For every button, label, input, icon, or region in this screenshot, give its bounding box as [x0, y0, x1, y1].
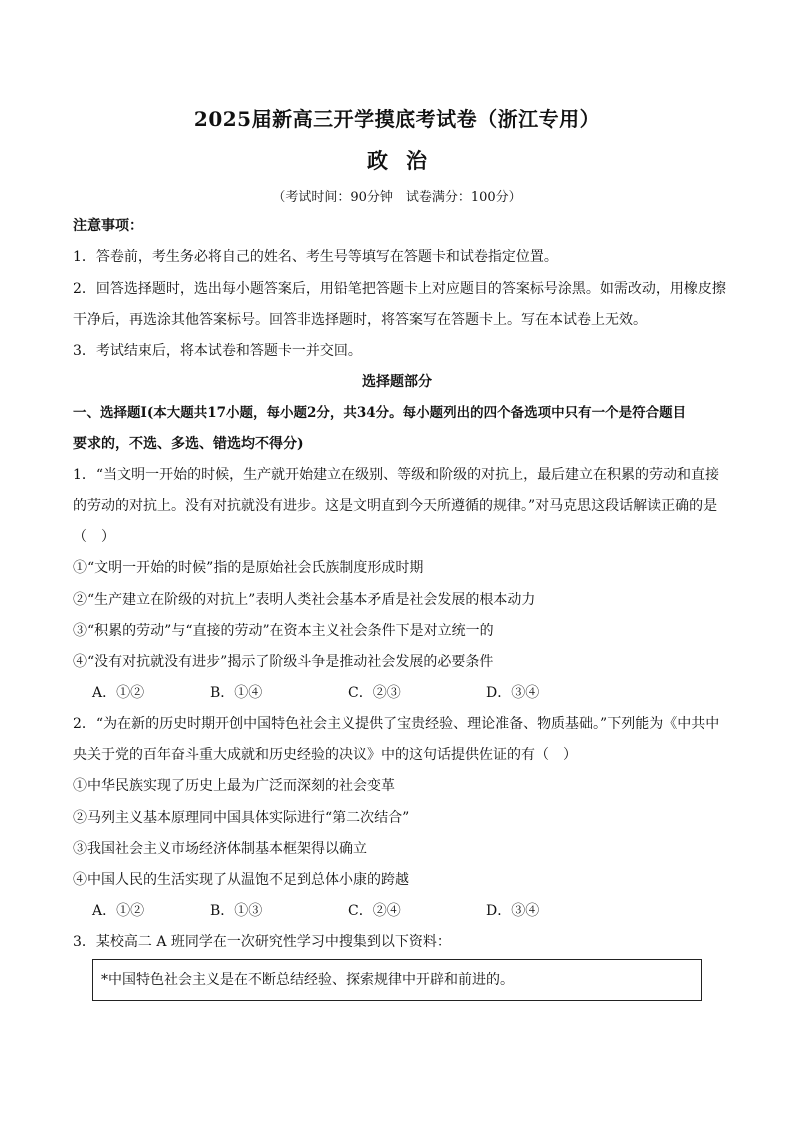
q2-option-b[interactable]: B．①③: [210, 903, 263, 919]
exam-time-score: （考试时间：90分钟 试卷满分：100分）: [272, 190, 522, 205]
q1-stem-line-1: 1．“当文明一开始的时候，生产就开始建立在级别、等级和阶级的对抗上，最后建立在积累的劳动和直接: [73, 467, 720, 483]
q1-option-c[interactable]: C．②③: [348, 685, 401, 701]
section-title: 选择题部分: [362, 374, 432, 390]
q2-statement-4: ④中国人民的生活实现了从温饱不足到总体小康的跨越: [73, 872, 409, 888]
q2-option-d[interactable]: D．③④: [486, 903, 540, 919]
notice-item-2-cont: 干净后，再选涂其他答案标号。回答非选择题时，将答案写在答题卡上。写在本试卷上无效。: [73, 312, 647, 328]
q2-option-c[interactable]: C．②④: [348, 903, 401, 919]
exam-subject: 政治: [367, 148, 445, 173]
q2-statement-1: ①中华民族实现了历史上最为广泛而深刻的社会变革: [73, 778, 395, 794]
q1-statement-4: ④“没有对抗就没有进步”揭示了阶级斗争是推动社会发展的必要条件: [73, 654, 494, 670]
section-intro-line-2: 要求的，不选、多选、错选均不得分): [73, 436, 304, 452]
q1-statement-3: ③“积累的劳动”与“直接的劳动”在资本主义社会条件下是对立统一的: [73, 623, 494, 639]
q1-stem-line-2: 的劳动的对抗上。没有对抗就没有进步。这是文明直到今天所遵循的规律。”对马克思这段话解读正确的是: [73, 498, 718, 514]
q2-option-a[interactable]: A．①②: [92, 903, 145, 919]
q3-stem-line-1: 3．某校高二 A 班同学在一次研究性学习中搜集到以下资料：: [73, 934, 451, 950]
q1-option-d[interactable]: D．③④: [486, 685, 540, 701]
q3-material-box: [92, 959, 702, 1001]
q1-option-b[interactable]: B．①④: [210, 685, 263, 701]
q2-statement-3: ③我国社会主义市场经济体制基本框架得以确立: [73, 841, 367, 857]
notice-item-2: 2．回答选择题时，选出每小题答案后，用铅笔把答题卡上对应题目的答案标号涂黑。如需改动，用橡皮擦: [73, 281, 726, 297]
notice-item-1: 1．答卷前，考生务必将自己的姓名、考生号等填写在答题卡和试卷指定位置。: [73, 249, 558, 265]
notice-heading: 注意事项：: [73, 218, 143, 234]
q1-stem-line-3: （ ）: [73, 529, 115, 545]
q2-statement-2: ②马列主义基本原理同中国具体实际进行“第二次结合”: [73, 810, 410, 826]
q3-material-text: *中国特色社会主义是在不断总结经验、探索规律中开辟和前进的。: [101, 972, 514, 988]
exam-title: 2025届新高三开学摸底考试卷（浙江专用）: [193, 107, 601, 131]
section-intro-line-1: 一、选择题Ⅰ(本大题共17小题，每小题2分，共34分。每小题列出的四个备选项中只有一个是符合题目: [73, 405, 687, 421]
q1-statement-1: ①“文明一开始的时候”指的是原始社会氏族制度形成时期: [73, 560, 424, 576]
notice-item-3: 3．考试结束后，将本试卷和答题卡一并交回。: [73, 343, 362, 359]
q1-option-a[interactable]: A．①②: [92, 685, 145, 701]
q1-statement-2: ②“生产建立在阶级的对抗上”表明人类社会基本矛盾是社会发展的根本动力: [73, 592, 536, 608]
q2-stem-line-1: 2．“为在新的历史时期开创中国特色社会主义提供了宝贵经验、理论准备、物质基础。”下列能为《中共中: [73, 716, 720, 732]
q2-stem-line-2: 央关于党的百年奋斗重大成就和历史经验的决议》中的这句话提供佐证的有（ ）: [73, 747, 577, 763]
